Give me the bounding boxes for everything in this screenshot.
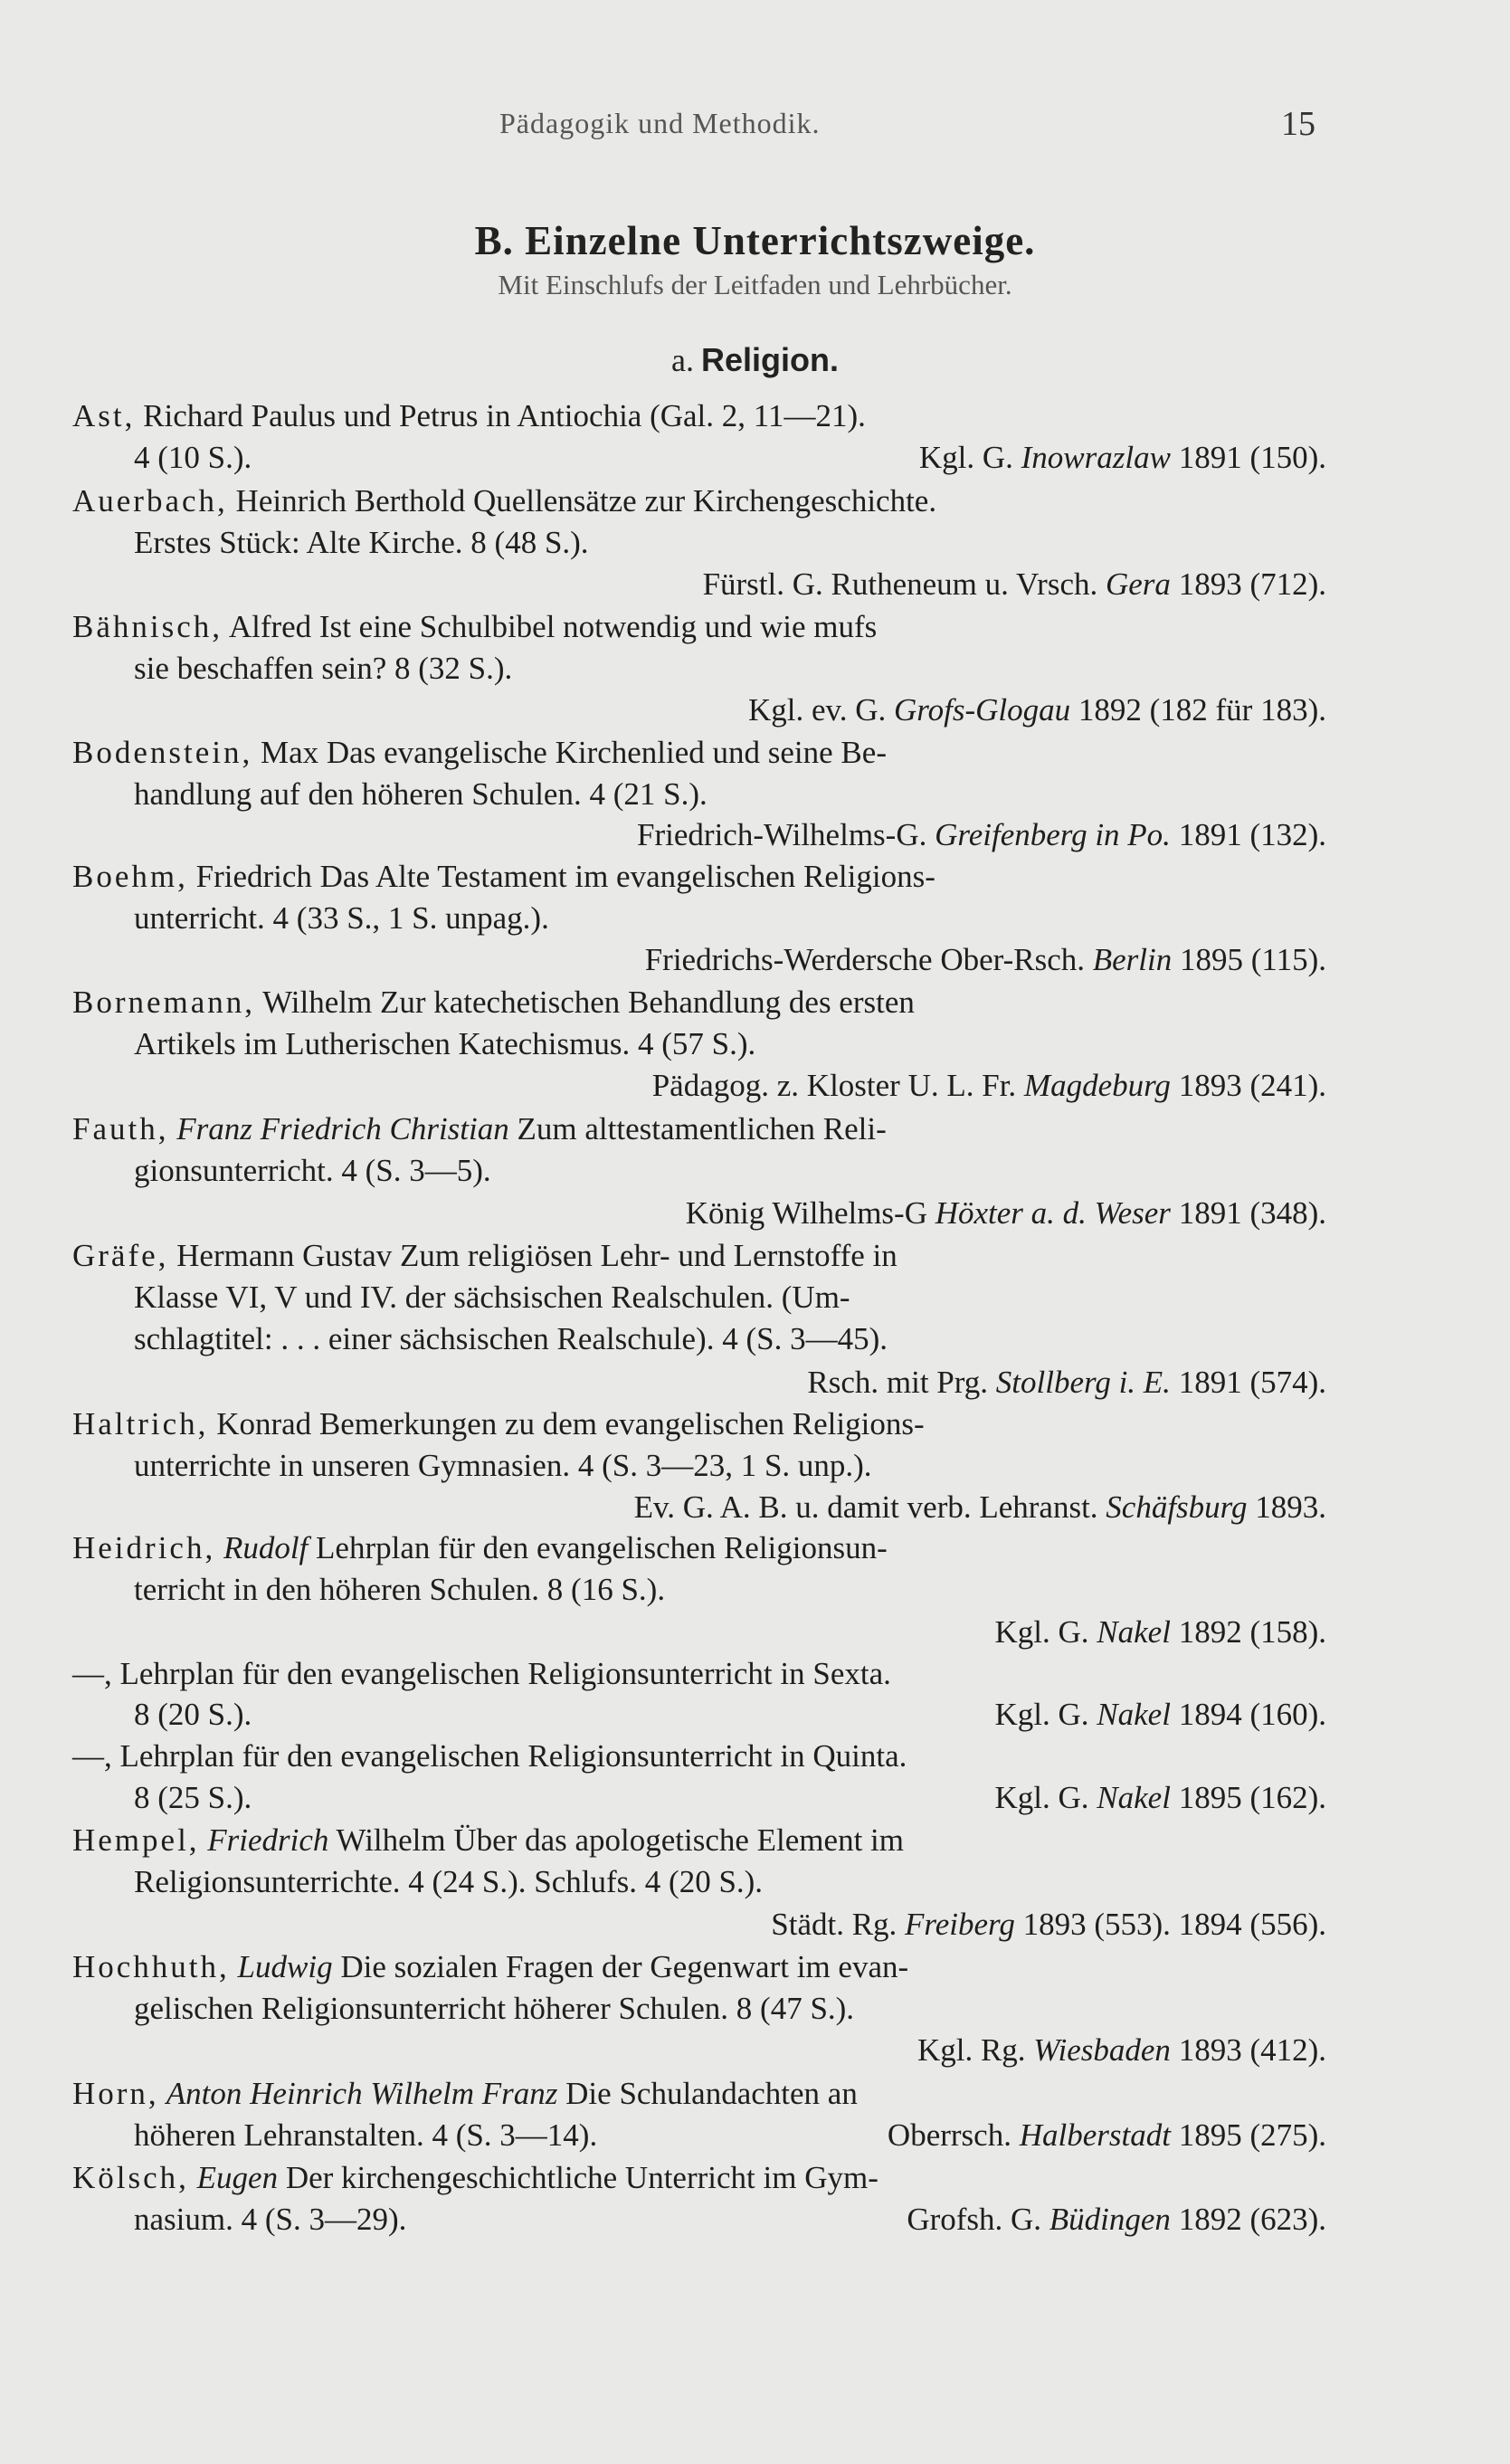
entry-line: Artikels im Lutherischen Katechismus. 4 (57 S.). [134, 1026, 756, 1061]
entry-line: nasium. 4 (S. 3—29). [134, 2202, 407, 2237]
year: 1891 (348). [1170, 1195, 1326, 1231]
entry-line [72, 1820, 904, 1861]
entry-text: Zum alttestamentlichen Reli- [508, 1111, 887, 1146]
place: Höxter a. d. Weser [935, 1195, 1171, 1231]
year: 1893 (412). [1170, 2032, 1326, 2068]
entry-text: Lehrplan für den evangelischen Religionsunterricht in Quinta. [111, 1738, 907, 1774]
author-name: Hochhuth, [72, 1949, 230, 1984]
institution: Friedrichs-Werdersche Ober-Rsch. [644, 942, 1093, 977]
entry-line [72, 1108, 887, 1150]
institution: Pädagog. z. Kloster U. L. Fr. [651, 1068, 1024, 1103]
place: Nakel [1097, 1697, 1171, 1732]
year: 1891 (574). [1170, 1365, 1326, 1400]
place: Halberstadt [1019, 2117, 1171, 2153]
section-subheading: Mit Einschlufs der Leitfaden und Lehrbücher. [498, 269, 1012, 300]
entry-source [703, 564, 1326, 605]
entry-text: Heinrich Berthold Quellensätze zur Kirchengeschichte. [227, 483, 937, 518]
author-name: Kölsch, [72, 2160, 189, 2195]
entry-source [995, 1612, 1326, 1653]
entry-line: unterrichte in unseren Gymnasien. 4 (S. 3—23, 1 S. unp.). [134, 1448, 872, 1483]
entry-line: sie beschaffen sein? 8 (32 S.). [134, 651, 513, 686]
institution: Kgl. G. [994, 1780, 1097, 1815]
place: Nakel [1097, 1614, 1171, 1650]
institution: Fürstl. G. Rutheneum u. Vrsch. [702, 566, 1106, 602]
entry-line: terricht in den höheren Schulen. 8 (16 S.). [134, 1572, 666, 1607]
entry-source [919, 437, 1326, 479]
entry-line [72, 982, 915, 1023]
place: Nakel [1097, 1780, 1171, 1815]
entry-source [771, 1904, 1326, 1946]
institution: Städt. Rg. [771, 1907, 906, 1942]
given-names: Friedrich [199, 1822, 329, 1858]
institution: Ev. G. A. B. u. damit verb. Lehranst. [633, 1489, 1106, 1525]
entry-line: 8 (20 S.). [134, 1697, 252, 1732]
entry-line: gionsunterricht. 4 (S. 3—5). [134, 1153, 491, 1188]
year: 1895 (115). [1172, 942, 1326, 977]
year: 1895 (162). [1170, 1780, 1326, 1815]
institution: Grofsh. G. [907, 2202, 1049, 2237]
entry-line [72, 1403, 925, 1445]
given-names: Eugen [188, 2160, 279, 2195]
institution: König Wilhelms-G [685, 1195, 935, 1231]
entry-line [72, 856, 935, 898]
entry-line [72, 1736, 907, 1777]
entry-line: gelischen Religionsunterricht höherer Schulen. 8 (47 S.). [134, 1991, 855, 2026]
subsection-heading [0, 341, 1510, 379]
author-name: Horn, [72, 2076, 159, 2111]
entry-text: Wilhelm Zur katechetischen Behandlung des ersten [255, 985, 915, 1020]
institution: Kgl. Rg. [916, 2032, 1034, 2068]
year: 1894 (160). [1170, 1697, 1326, 1732]
author-name: Fauth, [72, 1111, 169, 1146]
entry-line: Erstes Stück: Alte Kirche. 8 (48 S.). [134, 525, 589, 560]
entry-line: höheren Lehranstalten. 4 (S. 3—14). [134, 2117, 598, 2153]
entry-text: Die Schulandachten an [557, 2076, 858, 2111]
year: 1893 (241). [1170, 1068, 1326, 1103]
entry-source [645, 939, 1326, 981]
entry-text: Hermann Gustav Zum religiösen Lehr- und Lernstoffe in [168, 1238, 897, 1273]
entry-source [995, 1777, 1326, 1819]
author-name: Gräfe, [72, 1238, 169, 1273]
entry-source [807, 1362, 1326, 1403]
author-name: —, [72, 1738, 112, 1774]
entry-line: handlung auf den höheren Schulen. 4 (21 S.). [134, 776, 708, 812]
place: Stollberg i. E. [995, 1365, 1171, 1400]
author-name: Haltrich, [72, 1406, 209, 1441]
author-name: Hempel, [72, 1822, 200, 1858]
year: 1891 (150). [1170, 440, 1326, 475]
entry-text: Max Das evangelische Kirchenlied und seine Be- [252, 735, 887, 770]
entry-line [72, 732, 887, 774]
entry-line: schlagtitel: . . . einer sächsischen Realschule). 4 (S. 3—45). [134, 1321, 888, 1356]
entry-source [995, 1694, 1326, 1736]
entry-line [72, 606, 877, 648]
author-name: Bähnisch, [72, 609, 223, 644]
author-name: Auerbach, [72, 483, 228, 518]
author-name: Bornemann, [72, 985, 256, 1020]
year: 1893 (712). [1170, 566, 1326, 602]
institution: Kgl. G. [994, 1614, 1097, 1650]
institution: Rsch. mit Prg. [807, 1365, 996, 1400]
entry-line [72, 480, 936, 522]
entry-text: Die sozialen Fragen der Gegenwart im evan- [332, 1949, 909, 1984]
year: 1891 (132). [1170, 817, 1326, 852]
entry-text: Konrad Bemerkungen zu dem evangelischen Religions- [208, 1406, 925, 1441]
entry-source [634, 1487, 1326, 1528]
place: Berlin [1092, 942, 1173, 977]
running-header: Pädagogik und Methodik. [499, 107, 821, 139]
entry-line: unterricht. 4 (33 S., 1 S. unpag.). [134, 900, 549, 936]
entry-text: Friedrich Das Alte Testament im evangelischen Religions- [187, 859, 935, 894]
entry-line [72, 1946, 908, 1988]
entry-text: Wilhelm Über das apologetische Element im [328, 1822, 904, 1858]
entry-line [72, 395, 866, 437]
author-name: Boehm, [72, 859, 188, 894]
entry-source [686, 1193, 1326, 1234]
place: Inowrazlaw [1021, 440, 1171, 475]
section-heading: B. Einzelne Unterrichtszweige. [474, 218, 1036, 263]
year: 1893 (553). 1894 (556). [1014, 1907, 1326, 1942]
given-names: Ludwig [229, 1949, 333, 1984]
entry-line: 8 (25 S.). [134, 1780, 252, 1815]
given-names: Rudolf [215, 1530, 309, 1565]
given-names: Anton Heinrich Wilhelm Franz [158, 2076, 558, 2111]
entry-text: Alfred Ist eine Schulbibel notwendig und wie mufs [223, 609, 878, 644]
entry-text: Richard Paulus und Petrus in Antiochia (Gal. 2, 11—21). [135, 398, 866, 433]
year: 1895 (275). [1170, 2117, 1326, 2153]
place: Büdingen [1049, 2202, 1171, 2237]
author-name: Ast, [72, 398, 136, 433]
institution: Kgl. G. [994, 1697, 1097, 1732]
institution: Oberrsch. [887, 2117, 1020, 2153]
entry-line [72, 2157, 878, 2199]
year: 1893. [1247, 1489, 1326, 1525]
entry-source [888, 2115, 1326, 2156]
entry-line: 4 (10 S.). [134, 440, 252, 475]
place: Greifenberg in Po. [935, 817, 1171, 852]
entry-line [72, 1653, 891, 1695]
author-name: —, [72, 1656, 112, 1691]
given-names: Franz Friedrich Christian [168, 1111, 509, 1146]
entry-source [637, 814, 1326, 856]
entry-line [72, 1235, 897, 1277]
institution: Kgl. G. [918, 440, 1021, 475]
subsection-name: Religion. [700, 341, 839, 378]
entry-text: Lehrplan für den evangelischen Religionsun- [308, 1530, 888, 1565]
entry-line: Religionsunterrichte. 4 (24 S.). Schlufs. 4 (20 S.). [134, 1864, 764, 1899]
place: Magdeburg [1023, 1068, 1171, 1103]
entry-source [907, 2199, 1326, 2240]
place: Wiesbaden [1033, 2032, 1171, 2068]
entry-source [652, 1065, 1326, 1107]
institution: Kgl. ev. G. [747, 692, 895, 728]
place: Grofs-Glogau [894, 692, 1071, 728]
entry-source [917, 2030, 1326, 2071]
page-number: 15 [1281, 105, 1315, 143]
place: Freiberg [905, 1907, 1015, 1942]
entry-text: Der kirchengeschichtliche Unterricht im Gym- [278, 2160, 878, 2195]
author-name: Bodenstein, [72, 735, 253, 770]
author-name: Heidrich, [72, 1530, 216, 1565]
year: 1892 (623). [1170, 2202, 1326, 2237]
year: 1892 (158). [1170, 1614, 1326, 1650]
entry-line [72, 1527, 888, 1569]
place: Gera [1106, 566, 1171, 602]
institution: Friedrich-Wilhelms-G. [637, 817, 935, 852]
entry-text: Lehrplan für den evangelischen Religionsunterricht in Sexta. [111, 1656, 891, 1691]
year: 1892 (182 für 183). [1070, 692, 1326, 728]
place: Schäfsburg [1106, 1489, 1248, 1525]
entry-source [748, 690, 1326, 731]
entry-line [72, 2073, 858, 2115]
entry-line: Klasse VI, V und IV. der sächsischen Realschulen. (Um- [134, 1280, 850, 1315]
subsection-letter: a. [671, 342, 694, 378]
